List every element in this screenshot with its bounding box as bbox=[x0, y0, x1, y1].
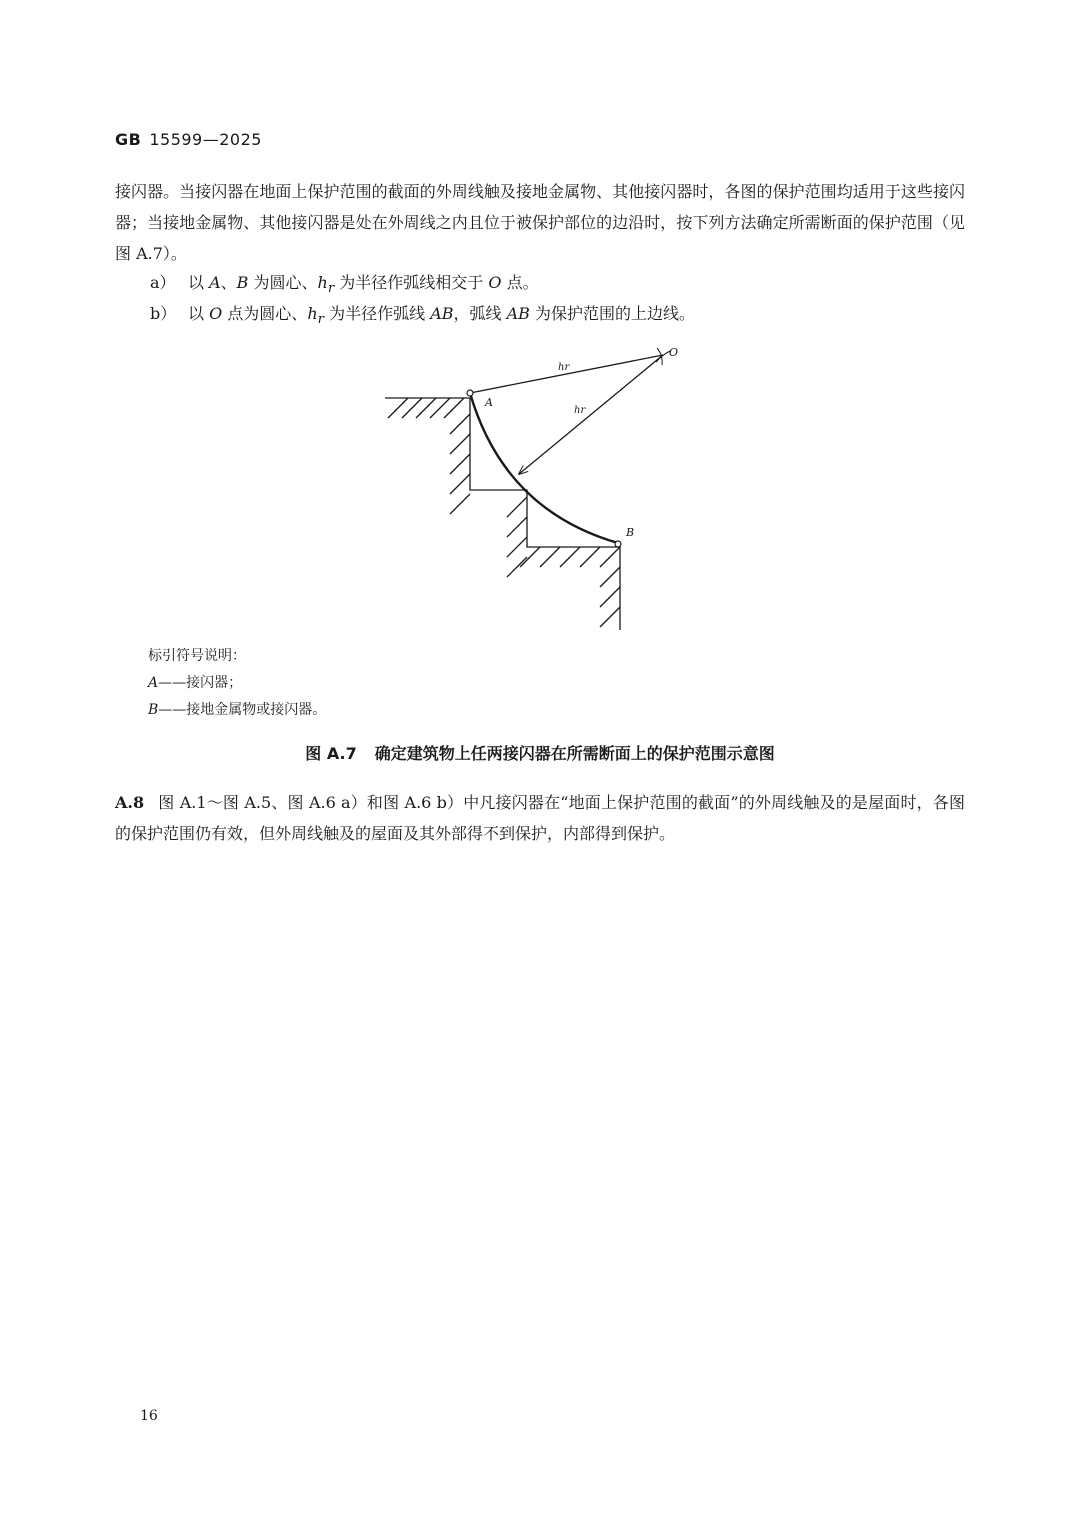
radius-line-a-o bbox=[470, 355, 663, 393]
figure-caption bbox=[0, 741, 1080, 764]
symbol-ab: AB bbox=[506, 304, 530, 323]
list-marker: b） bbox=[150, 304, 177, 323]
page-number: 16 bbox=[140, 1408, 158, 1424]
text-run: 以 bbox=[188, 273, 210, 292]
building-step-outline bbox=[470, 398, 620, 630]
section-text: 图 A.1～图 A.5、图 A.6 a）和图 A.6 b）中凡接闪器在“地面上保护范围的截面”的外周线触及的是屋面时，各图的保护范围仍有效，但外周线触及的屋面及其外部得不到保护，内部得到保护。 bbox=[115, 793, 965, 843]
symbol-o: O bbox=[209, 304, 223, 323]
hatching-wall-3 bbox=[600, 547, 620, 627]
figure-number: 图 A.7 bbox=[305, 744, 357, 763]
section-number: A.8 bbox=[115, 793, 145, 812]
symbol-r: r bbox=[317, 312, 324, 328]
label-hr-top: hr bbox=[558, 362, 570, 373]
symbol-a: A bbox=[209, 273, 221, 292]
list-item-b bbox=[150, 298, 695, 335]
legend-symbol: A bbox=[148, 675, 159, 691]
label-a: A bbox=[485, 396, 493, 409]
label-hr-diagonal: hr bbox=[574, 405, 586, 416]
legend-item-a bbox=[148, 670, 242, 696]
symbol-o: O bbox=[488, 273, 502, 292]
symbol-h: h bbox=[317, 273, 328, 292]
point-b-marker bbox=[615, 541, 621, 547]
point-a-marker bbox=[467, 390, 473, 396]
symbol-b: B bbox=[236, 273, 249, 292]
legend-title: 标引符号说明： bbox=[148, 648, 246, 664]
radius-line-o-arc bbox=[519, 355, 663, 474]
protection-range-diagram bbox=[380, 340, 710, 635]
symbol-ab: AB bbox=[430, 304, 454, 323]
hatching-wall-2 bbox=[507, 497, 527, 577]
list-marker: a） bbox=[150, 273, 176, 292]
text-run: 点为圆心、 bbox=[222, 304, 308, 323]
arc-ab bbox=[470, 393, 618, 543]
page-header bbox=[115, 130, 262, 149]
hatching-top bbox=[388, 398, 464, 418]
text-run: ，弧线 bbox=[453, 304, 507, 323]
label-b: B bbox=[626, 526, 635, 539]
text-run: 为保护范围的上边线。 bbox=[529, 304, 695, 323]
hatching-level-3 bbox=[520, 547, 600, 567]
text-run: 为半径作弧线 bbox=[324, 304, 431, 323]
standard-number: 15599—2025 bbox=[149, 130, 262, 149]
legend-symbol: B bbox=[148, 702, 159, 718]
label-o: O bbox=[669, 346, 679, 359]
section-a8 bbox=[115, 787, 965, 849]
symbol-h: h bbox=[307, 304, 318, 323]
text-run: 为圆心、 bbox=[248, 273, 318, 292]
text-run: 为半径作弧线相交于 bbox=[334, 273, 489, 292]
figure-title: 确定建筑物上任两接闪器在所需断面上的保护范围示意图 bbox=[374, 744, 775, 763]
text-run: 点。 bbox=[501, 273, 539, 292]
standard-code: GB bbox=[115, 130, 142, 149]
text-run: 、 bbox=[220, 273, 237, 292]
hatching-wall-1 bbox=[450, 414, 470, 514]
legend-text: ——接闪器； bbox=[158, 675, 243, 691]
paragraph-intro: 接闪器。当接闪器在地面上保护范围的截面的外周线触及接地金属物、其他接闪器时，各图的保护范围均适用于这些接闪器；当接地金属物、其他接闪器是处在外周线之内且位于被保护部位的边沿时，按下列方法确定所需断面的保护范围（见图 A.7）。 bbox=[115, 182, 965, 263]
legend-item-b bbox=[148, 697, 326, 723]
legend-text: ——接地金属物或接闪器。 bbox=[158, 702, 327, 718]
text-run: 以 bbox=[188, 304, 210, 323]
symbol-r: r bbox=[327, 281, 335, 297]
